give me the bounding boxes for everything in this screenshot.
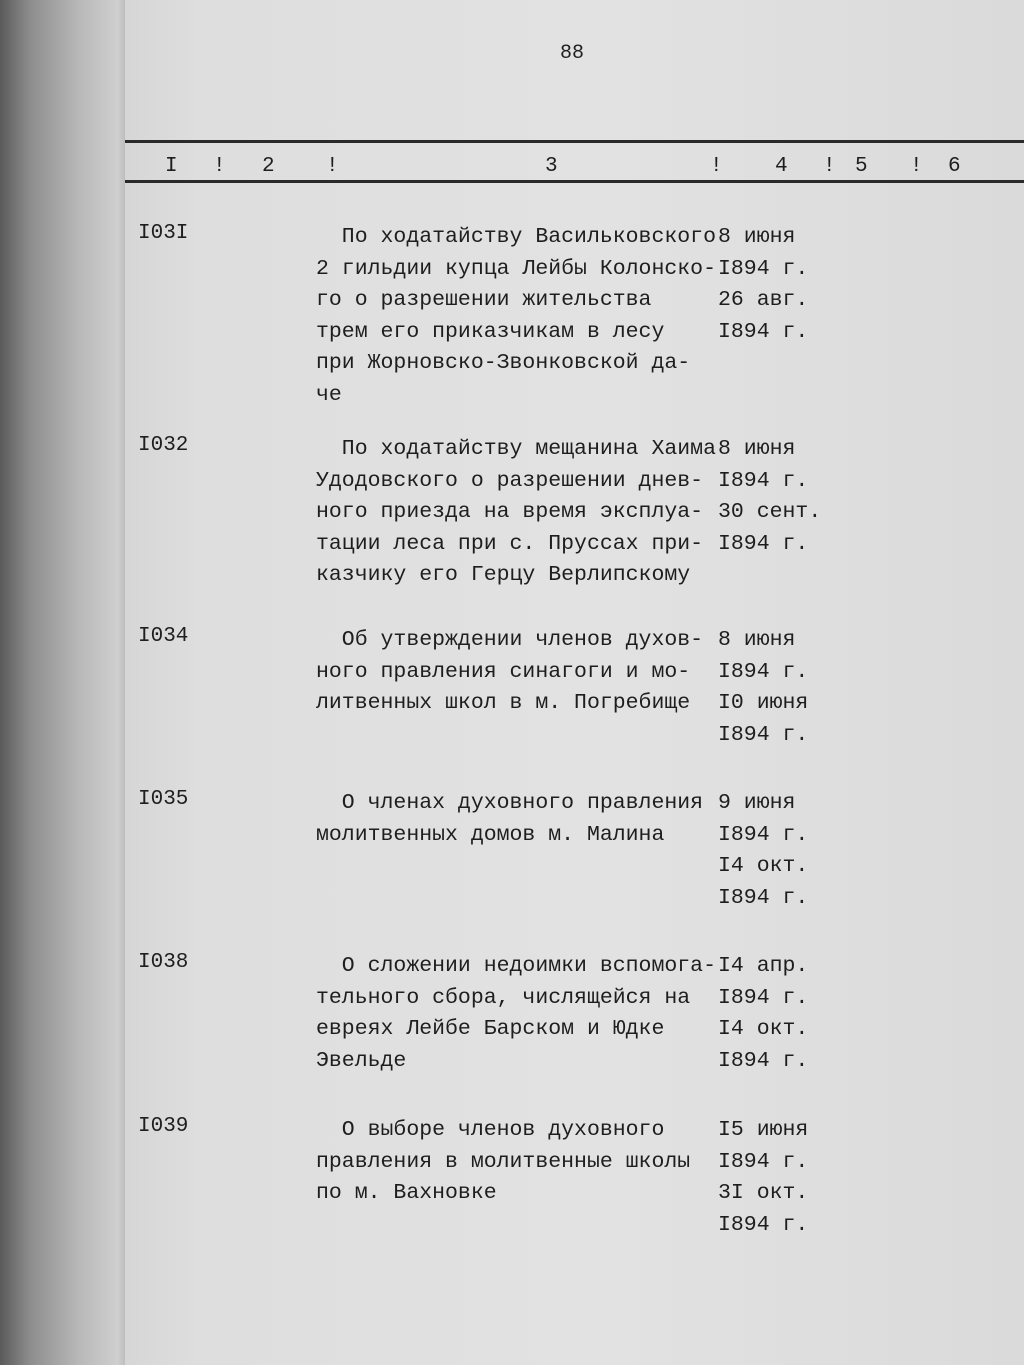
entry-description: О сложении недоимки вспомога- тельного сбора, числящейся на евреях Лейбе Барском и Юдке Эвельде — [316, 954, 716, 1073]
column-separator: ! — [326, 155, 339, 178]
column-header: 3 — [545, 155, 558, 178]
entry-description: По ходатайству мещанина Хаима Удодовского о разрешении днев- ного приезда на время эксплуа- тации леса при с. Пруссах при- казчику его Герцу Верлипскому — [316, 437, 716, 587]
header-rule-bottom — [125, 180, 1024, 183]
entry-description: Об утверждении членов духов- ного правления синагоги и мо- литвенных школ в м. Погребище — [316, 628, 704, 715]
column-header: 4 — [775, 155, 788, 178]
column-header: 2 — [262, 155, 275, 178]
column-separator: ! — [823, 155, 836, 178]
entry-dates: I5 июня I894 г. 3I окт. I894 г. — [718, 1118, 809, 1237]
entry-description: О выборе членов духовного правления в молитвенные школы по м. Вахновке — [316, 1118, 691, 1205]
entry-dates: 8 июня I894 г. I0 июня I894 г. — [718, 628, 809, 747]
book-spine-shadow — [0, 0, 125, 1365]
entry-number: I03I — [138, 222, 189, 245]
column-separator: ! — [910, 155, 923, 178]
entry-dates: I4 апр. I894 г. I4 окт. I894 г. — [718, 954, 809, 1073]
column-header: 6 — [948, 155, 961, 178]
column-header: I — [165, 155, 178, 178]
entry-description: О членах духовного правления молитвенных домов м. Малина — [316, 791, 704, 847]
entry-dates: 8 июня I894 г. 26 авг. I894 г. — [718, 225, 809, 344]
entry-dates: 9 июня I894 г. I4 окт. I894 г. — [718, 791, 809, 910]
column-separator: ! — [710, 155, 723, 178]
column-header: 5 — [855, 155, 868, 178]
header-rule-top — [125, 140, 1024, 143]
entry-number: I035 — [138, 788, 189, 811]
column-separator: ! — [213, 155, 226, 178]
entry-description: По ходатайству Васильковского 2 гильдии купца Лейбы Колонско- го о разрешении жительства трем его приказчикам в лесу при Жорновско-Звонковской да- че — [316, 225, 716, 407]
entry-number: I038 — [138, 951, 189, 974]
entry-number: I034 — [138, 625, 189, 648]
page-number: 88 — [560, 42, 585, 65]
entry-number: I032 — [138, 434, 189, 457]
entry-number: I039 — [138, 1115, 189, 1138]
entry-dates: 8 июня I894 г. 30 сент. I894 г. — [718, 437, 822, 556]
